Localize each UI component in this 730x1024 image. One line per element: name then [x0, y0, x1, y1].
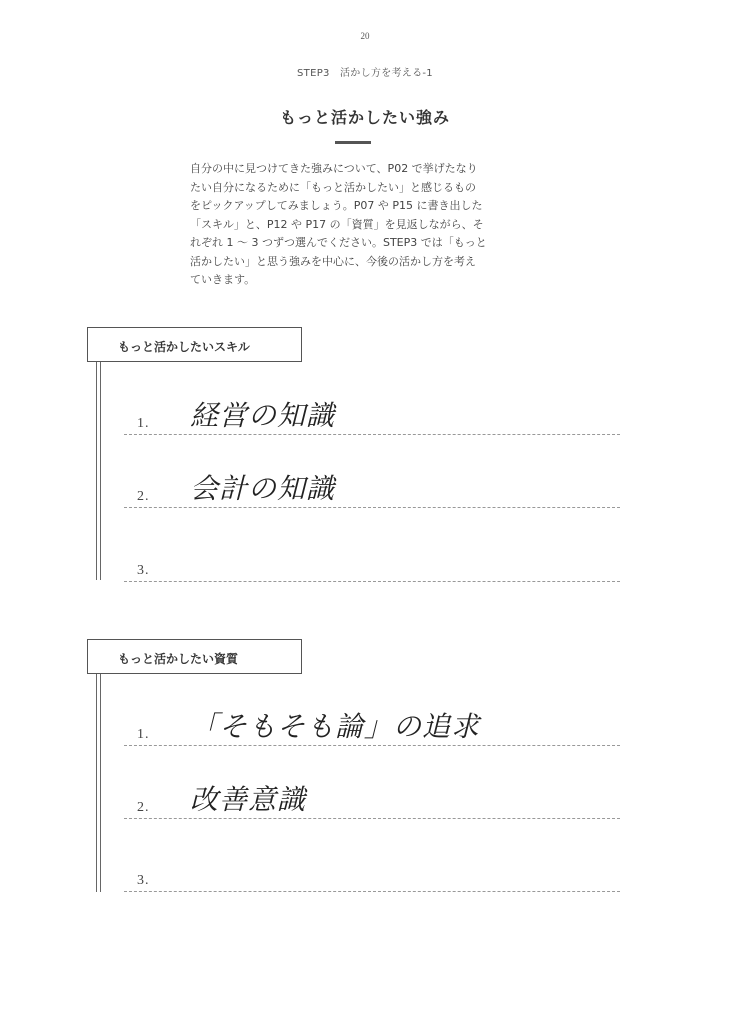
answer-row[interactable]	[124, 399, 620, 435]
page-number: 20	[360, 31, 370, 41]
handwritten-answer: 「そもそも論」の追求	[190, 710, 481, 743]
row-number: 2.	[137, 800, 150, 815]
handwritten-answer: 経営の知識	[190, 399, 336, 432]
intro-line: れぞれ 1 ～ 3 つずつ選んでください。STEP3 では「もっと	[190, 236, 487, 249]
intro-line: をピックアップしてみましょう。P07 や P15 に書き出した	[190, 199, 483, 212]
qualities-section-header	[87, 639, 302, 674]
section-rail	[96, 362, 101, 580]
answer-row[interactable]	[124, 710, 620, 746]
row-number: 2.	[137, 489, 150, 504]
section-header-label: もっと活かしたい資質	[118, 652, 239, 666]
answer-row[interactable]	[124, 563, 620, 582]
skills-section-header	[87, 327, 302, 362]
intro-line: たい自分になるために「もっと活かしたい」と感じるもの	[190, 180, 476, 194]
step-label: STEP3 活かし方を考える-1	[297, 68, 433, 79]
row-number: 3.	[137, 873, 150, 888]
row-number: 3.	[137, 563, 150, 578]
title-underline	[335, 141, 371, 144]
handwritten-answer: 会計の知識	[190, 472, 336, 505]
intro-paragraph	[190, 160, 520, 290]
answer-row[interactable]	[124, 783, 620, 819]
answer-row[interactable]	[124, 472, 620, 508]
intro-line: 活かしたい」と思う強みを中心に、今後の活かし方を考え	[190, 254, 476, 268]
page-title: もっと活かしたい強み	[279, 108, 450, 127]
answer-row[interactable]	[124, 873, 620, 892]
intro-line: 「スキル」と、P12 や P17 の「資質」を見返しながら、そ	[190, 217, 484, 231]
row-number: 1.	[137, 727, 150, 742]
handwritten-answer: 改善意識	[190, 783, 307, 816]
section-rail	[96, 674, 101, 892]
intro-line: ていきます。	[190, 273, 256, 286]
section-header-label: もっと活かしたいスキル	[118, 340, 250, 354]
row-number: 1.	[137, 416, 150, 431]
intro-line: 自分の中に見つけてきた強みについて、P02 で挙げたなり	[190, 162, 478, 175]
